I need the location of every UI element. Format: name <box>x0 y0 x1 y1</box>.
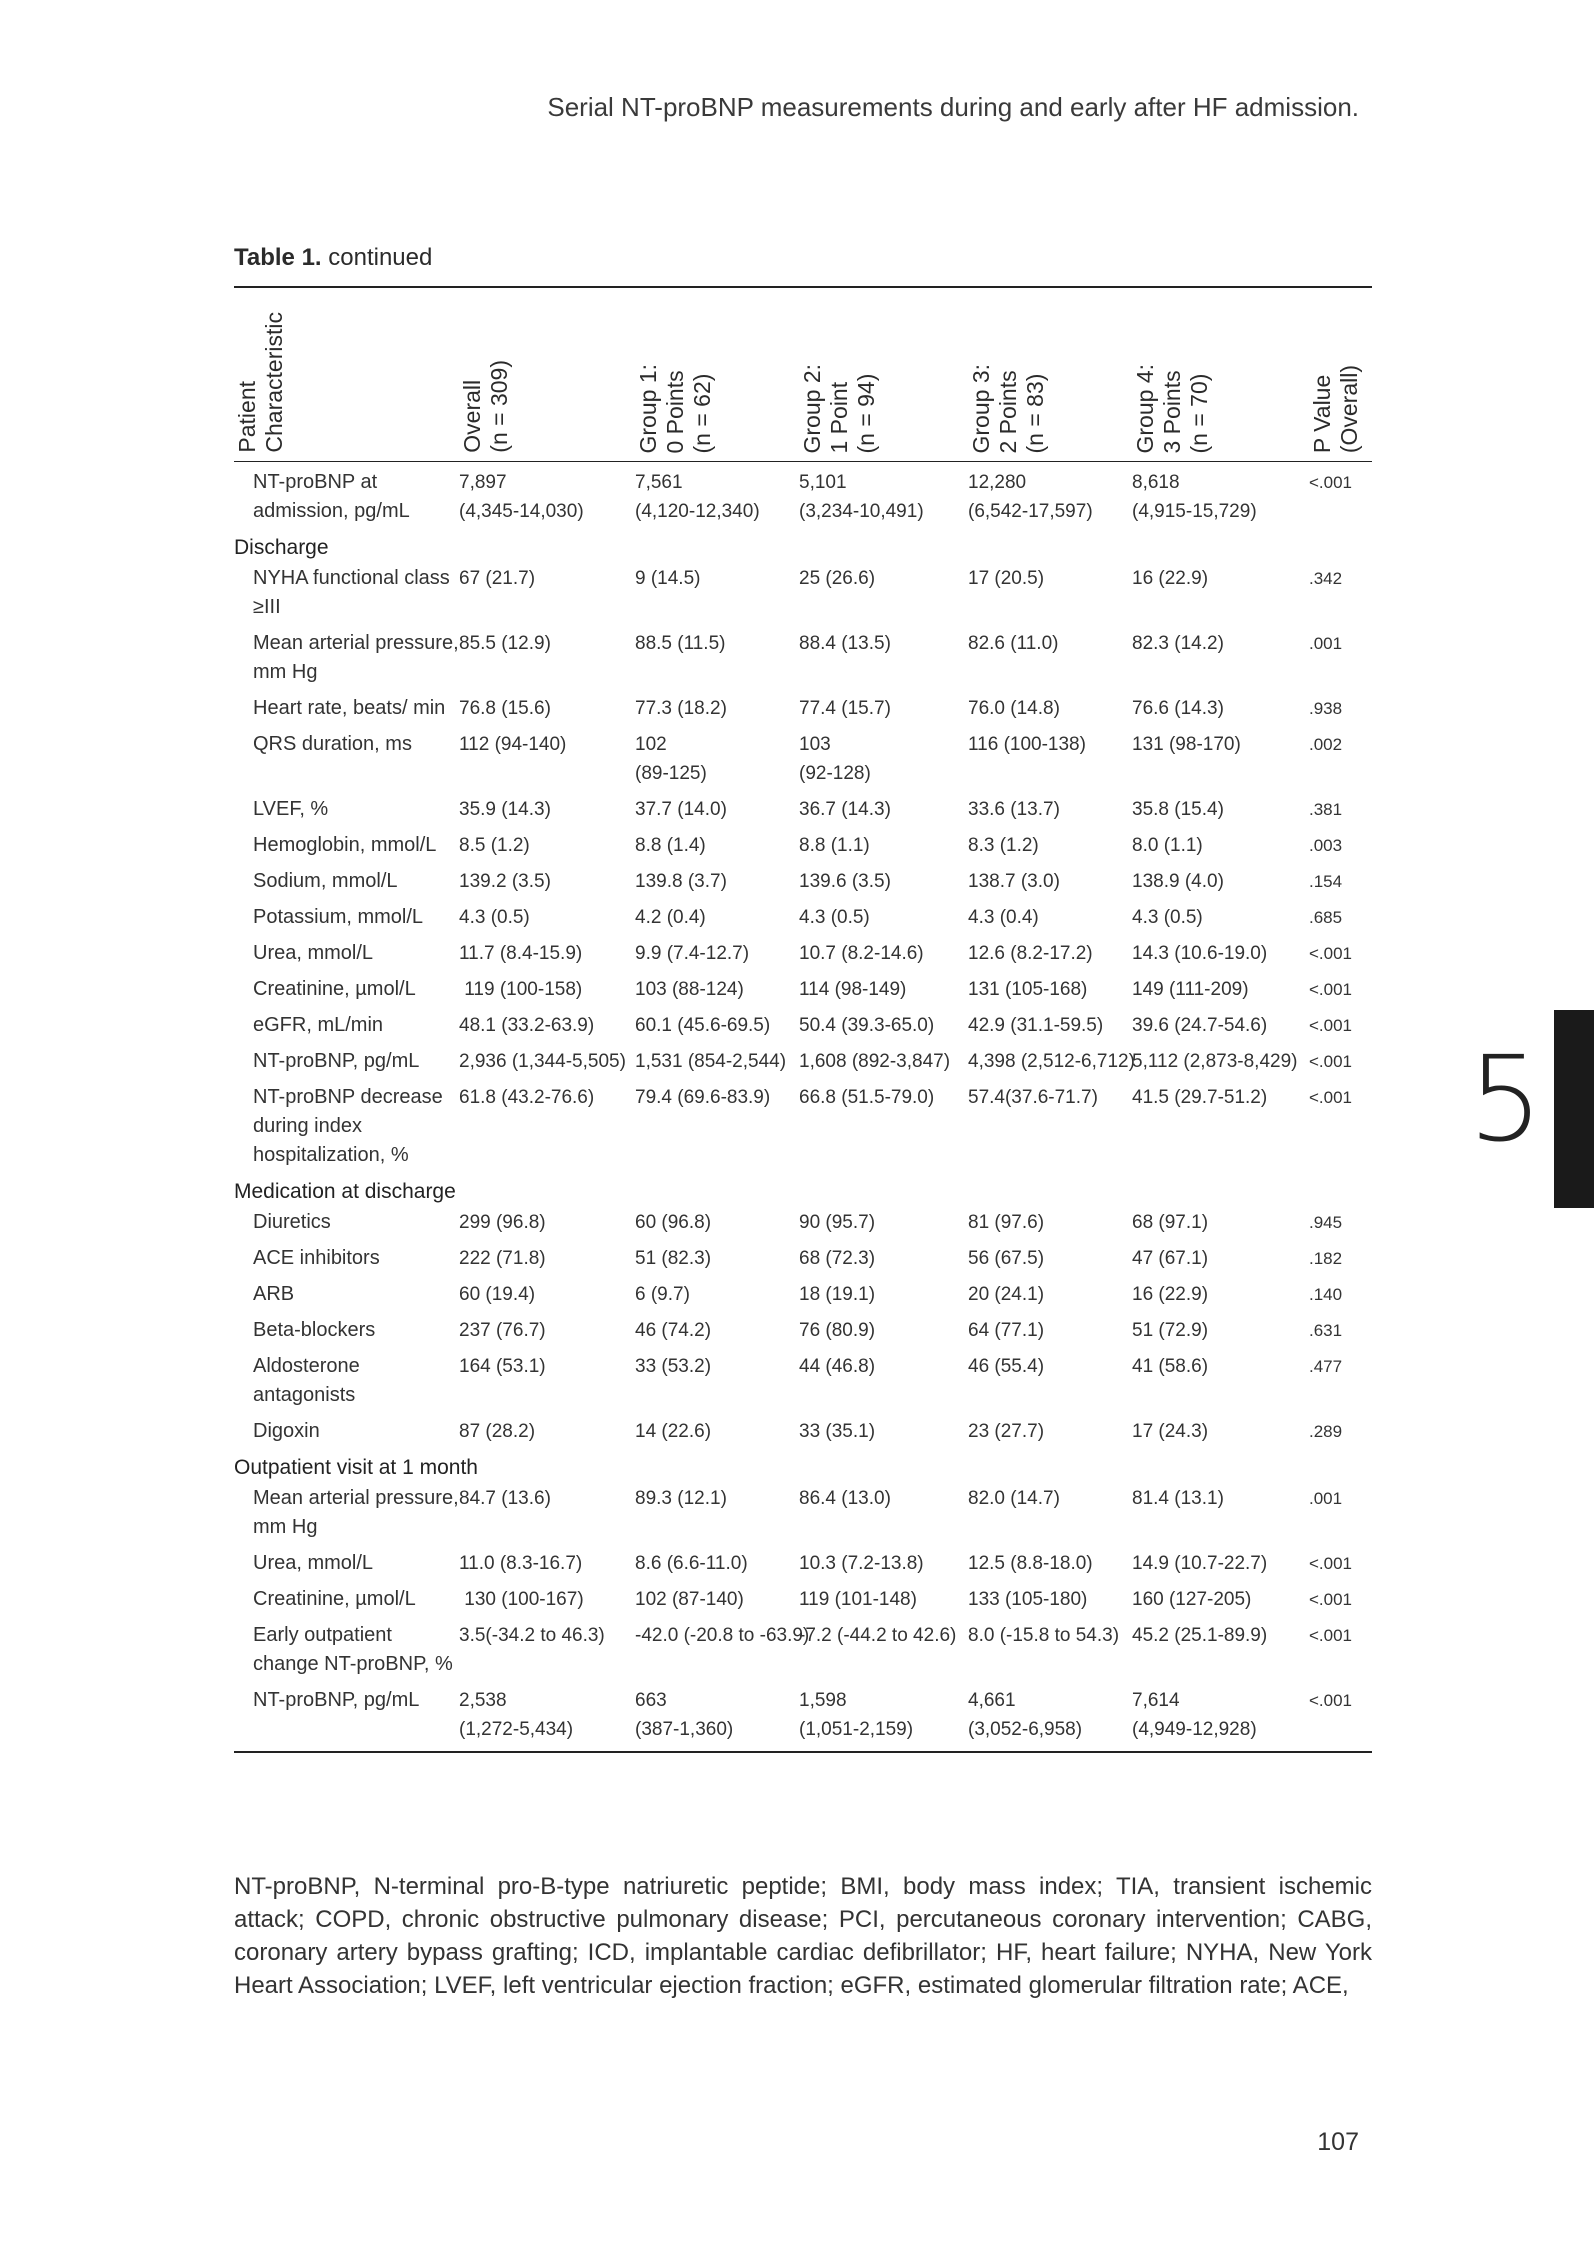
table-cell: 76.8 (15.6) <box>459 698 551 719</box>
table-cell: <.001 <box>1309 1554 1353 1573</box>
table-cell: <.001 <box>1309 1052 1353 1071</box>
table-cell: 51 (72.9) <box>1132 1320 1209 1341</box>
table-cell: 1,608 (892-3,847) <box>799 1051 951 1072</box>
table-cell: 33.6 (13.7) <box>968 799 1060 820</box>
table-cell: 663 (387-1,360) <box>635 1690 734 1740</box>
row-label: Potassium, mmol/L <box>253 906 424 928</box>
table-cell: 14.9 (10.7-22.7) <box>1132 1553 1268 1574</box>
table-cell: 130 (100-167) <box>459 1589 584 1610</box>
table-cell: 119 (101-148) <box>799 1589 917 1610</box>
table-cell: 139.8 (3.7) <box>635 871 727 892</box>
table-cell: 7,897 (4,345-14,030) <box>459 472 584 522</box>
row-label: Hemoglobin, mmol/L <box>253 834 437 856</box>
table-cell: 77.4 (15.7) <box>799 698 891 719</box>
table-cell: 102 (89-125) <box>635 734 707 784</box>
table-cell: 11.7 (8.4-15.9) <box>459 943 583 964</box>
table-header-row <box>234 288 1372 461</box>
table-cell: 8.3 (1.2) <box>968 835 1039 856</box>
table-caption-text: continued <box>321 244 433 271</box>
table-cell: 67 (21.7) <box>459 568 536 589</box>
row-label: NT-proBNP, pg/mL <box>253 1050 420 1072</box>
table-cell: 12.6 (8.2-17.2) <box>968 943 1093 964</box>
row-label: Early outpatient change NT-proBNP, % <box>253 1624 453 1675</box>
table-cell: .182 <box>1309 1249 1343 1268</box>
table-cell: 48.1 (33.2-63.9) <box>459 1015 595 1036</box>
row-label: ACE inhibitors <box>253 1247 380 1269</box>
table-cell: 2,538 (1,272-5,434) <box>459 1690 574 1740</box>
table-cell: 8.6 (6.6-11.0) <box>635 1553 748 1574</box>
table-cell: .002 <box>1309 735 1343 754</box>
row-label: NT-proBNP at admission, pg/mL <box>253 471 410 522</box>
table-cell: .685 <box>1309 908 1343 927</box>
table-cell: 20 (24.1) <box>968 1284 1045 1305</box>
table-cell: 7,561 (4,120-12,340) <box>635 472 760 522</box>
table-cell: .001 <box>1309 634 1343 653</box>
table-body <box>234 462 1372 1751</box>
table-cell: 35.8 (15.4) <box>1132 799 1224 820</box>
table-cell: 1,598 (1,051-2,159) <box>799 1690 914 1740</box>
table-cell: 33 (53.2) <box>635 1356 712 1377</box>
table-cell: 116 (100-138) <box>968 734 1086 755</box>
table-cell: 103 (92-128) <box>799 734 871 784</box>
table-cell: 8.5 (1.2) <box>459 835 530 856</box>
row-label: Beta-blockers <box>253 1319 376 1341</box>
table-cell: 10.7 (8.2-14.6) <box>799 943 924 964</box>
table-caption-label: Table 1. <box>234 244 322 271</box>
table-cell: 25 (26.6) <box>799 568 876 589</box>
table-cell: -42.0 (-20.8 to -63.9) <box>635 1625 810 1646</box>
table-cell: 88.4 (13.5) <box>799 633 891 654</box>
table-cell: 7,614 (4,949-12,928) <box>1132 1690 1257 1740</box>
table-cell: 8.8 (1.1) <box>799 835 870 856</box>
table-cell: 4.3 (0.5) <box>799 907 870 928</box>
table-cell: 64 (77.1) <box>968 1320 1045 1341</box>
section-header-row <box>234 1453 1372 1484</box>
running-header: Serial NT-proBNP measurements during and early after HF admission. <box>547 92 1359 122</box>
table-cell: 6 (9.7) <box>635 1284 690 1305</box>
column-header-group3: Group 3: 2 Points (n = 83) <box>968 363 1048 453</box>
table-cell: 89.3 (12.1) <box>635 1488 727 1509</box>
table-cell: 2,936 (1,344-5,505) <box>459 1051 626 1072</box>
table-cell: 9.9 (7.4-12.7) <box>635 943 750 964</box>
table-cell: 8.8 (1.4) <box>635 835 706 856</box>
table-row <box>234 1585 1372 1621</box>
table-row <box>234 1244 1372 1280</box>
table-cell: 131 (105-168) <box>968 979 1088 1000</box>
row-label: Creatinine, µmol/L <box>253 978 416 1000</box>
table-cell: 41.5 (29.7-51.2) <box>1132 1087 1268 1108</box>
table-cell: 81 (97.6) <box>968 1212 1045 1233</box>
table-cell: 39.6 (24.7-54.6) <box>1132 1015 1268 1036</box>
table-cell: 46 (74.2) <box>635 1320 712 1341</box>
table-cell: 131 (98-170) <box>1132 734 1241 755</box>
table-cell: 36.7 (14.3) <box>799 799 891 820</box>
row-label: LVEF, % <box>253 798 329 820</box>
table-cell: <.001 <box>1309 980 1353 999</box>
table-cell: .154 <box>1309 872 1343 891</box>
table-cell: 61.8 (43.2-76.6) <box>459 1087 595 1108</box>
section-label: Medication at discharge <box>234 1180 456 1203</box>
table-cell: 18 (19.1) <box>799 1284 876 1305</box>
row-label: Aldosterone antagonists <box>253 1355 360 1406</box>
chapter-number: 5 <box>1468 1030 1544 1168</box>
section-header-row <box>234 533 1372 564</box>
table-row <box>234 1417 1372 1453</box>
table-cell: 138.7 (3.0) <box>968 871 1060 892</box>
table-cell: <.001 <box>1309 1088 1353 1107</box>
table-cell: 138.9 (4.0) <box>1132 871 1224 892</box>
row-label: Diuretics <box>253 1211 331 1233</box>
table-cell: 164 (53.1) <box>459 1356 546 1377</box>
table-cell: 5,101 (3,234-10,491) <box>799 472 924 522</box>
table-cell: 4,398 (2,512-6,712) <box>968 1051 1135 1072</box>
table-cell: 4,661 (3,052-6,958) <box>968 1690 1083 1740</box>
row-label: Heart rate, beats/ min <box>253 697 446 719</box>
table-row <box>234 730 1372 795</box>
column-header-group4: Group 4: 3 Points (n = 70) <box>1132 363 1212 453</box>
column-header-group2: Group 2: 1 Point (n = 94) <box>799 363 879 453</box>
table-row <box>234 1352 1372 1417</box>
row-label: NT-proBNP decrease during index hospitalization, % <box>253 1086 443 1166</box>
table-row <box>234 939 1372 975</box>
table-cell: 84.7 (13.6) <box>459 1488 551 1509</box>
table-cell: 9 (14.5) <box>635 568 701 589</box>
table-cell: 10.3 (7.2-13.8) <box>799 1553 924 1574</box>
table-row <box>234 903 1372 939</box>
table-cell: 17 (20.5) <box>968 568 1045 589</box>
table-row <box>234 1083 1372 1177</box>
table-cell: 66.8 (51.5-79.0) <box>799 1087 935 1108</box>
table-cell: 60 (96.8) <box>635 1212 712 1233</box>
row-label: NYHA functional class ≥III <box>253 567 450 618</box>
table-row <box>234 1621 1372 1686</box>
table-cell: 16 (22.9) <box>1132 1284 1209 1305</box>
row-label: Mean arterial pressure, mm Hg <box>253 1487 459 1538</box>
table-row <box>234 1316 1372 1352</box>
table-bottom-rule <box>234 1751 1372 1753</box>
table-row <box>234 1208 1372 1244</box>
table-row <box>234 629 1372 694</box>
column-header-overall: Overall (n = 309) <box>459 360 512 453</box>
table-cell: .001 <box>1309 1489 1343 1508</box>
table-cell: 102 (87-140) <box>635 1589 744 1610</box>
table-cell: 133 (105-180) <box>968 1589 1088 1610</box>
row-label: NT-proBNP, pg/mL <box>253 1689 420 1711</box>
characteristics-table <box>234 286 1372 1753</box>
table-cell: 82.0 (14.7) <box>968 1488 1060 1509</box>
table-cell: 50.4 (39.3-65.0) <box>799 1015 935 1036</box>
table-footnote: NT-proBNP, N-terminal pro-B-type natriuretic peptide; BMI, body mass index; TIA, transient ischemic attack; COPD, chronic obstructive pulmonary disease; PCI, percutaneous coronary intervention; CABG, coronary artery bypass grafting; ICD, implantable cardiac defibrillator; HF, heart failure; NYHA, New York Heart Association; LVEF, left ventricular ejection fraction; eGFR, estimated glomerular filtration rate; ACE, <box>234 1873 1372 1999</box>
table-cell: 87 (28.2) <box>459 1421 536 1442</box>
table-cell: <.001 <box>1309 1016 1353 1035</box>
table-cell: .003 <box>1309 836 1343 855</box>
table-cell: 149 (111-209) <box>1132 979 1249 1000</box>
table-cell: <.001 <box>1309 944 1353 963</box>
column-header-characteristic: Patient Characteristic <box>234 312 287 453</box>
table-cell: 17 (24.3) <box>1132 1421 1209 1442</box>
row-label: eGFR, mL/min <box>253 1014 384 1036</box>
column-header-group1: Group 1: 0 Points (n = 62) <box>635 363 715 453</box>
table-cell: 114 (98-149) <box>799 979 907 1000</box>
table-row <box>234 694 1372 730</box>
table-cell: 37.7 (14.0) <box>635 799 727 820</box>
table-cell: 82.6 (11.0) <box>968 633 1059 654</box>
section-header-row <box>234 1177 1372 1208</box>
table-cell: 3.5(-34.2 to 46.3) <box>459 1625 605 1646</box>
table-cell: <.001 <box>1309 1626 1353 1645</box>
table-cell: <.001 <box>1309 1590 1353 1609</box>
table-cell: 47 (67.1) <box>1132 1248 1209 1269</box>
table-row <box>234 1011 1372 1047</box>
table-cell: .945 <box>1309 1213 1343 1232</box>
row-label: Sodium, mmol/L <box>253 870 398 892</box>
table-cell: 42.9 (31.1-59.5) <box>968 1015 1104 1036</box>
table-cell: .631 <box>1309 1321 1343 1340</box>
table-cell: 60.1 (45.6-69.5) <box>635 1015 771 1036</box>
table-cell: 160 (127-205) <box>1132 1589 1252 1610</box>
table-cell: 8,618 (4,915-15,729) <box>1132 472 1257 522</box>
table-cell: 56 (67.5) <box>968 1248 1045 1269</box>
table-row <box>234 1047 1372 1083</box>
table-row <box>234 564 1372 629</box>
table-cell: 44 (46.8) <box>799 1356 876 1377</box>
table-row <box>234 831 1372 867</box>
table-cell: .938 <box>1309 699 1343 718</box>
section-label: Outpatient visit at 1 month <box>234 1456 478 1479</box>
table-row <box>234 1549 1372 1585</box>
table-cell: 76 (80.9) <box>799 1320 876 1341</box>
table-cell: 103 (88-124) <box>635 979 744 1000</box>
table-cell: 14.3 (10.6-19.0) <box>1132 943 1268 964</box>
table-row <box>234 1484 1372 1549</box>
table-row <box>234 1686 1372 1751</box>
table-cell: 4.3 (0.5) <box>459 907 530 928</box>
table-cell: 79.4 (69.6-83.9) <box>635 1087 771 1108</box>
table-row <box>234 462 1372 533</box>
table-cell: 12.5 (8.8-18.0) <box>968 1553 1093 1574</box>
row-label: ARB <box>253 1283 295 1305</box>
table-cell: 5,112 (2,873-8,429) <box>1132 1051 1298 1072</box>
table-cell: .342 <box>1309 569 1343 588</box>
table-cell: 1,531 (854-2,544) <box>635 1051 787 1072</box>
table-cell: .289 <box>1309 1422 1343 1441</box>
row-label: Urea, mmol/L <box>253 1552 374 1574</box>
table-cell: 82.3 (14.2) <box>1132 633 1224 654</box>
table-cell: 23 (27.7) <box>968 1421 1045 1442</box>
row-label: Urea, mmol/L <box>253 942 374 964</box>
table-cell: .381 <box>1309 800 1343 819</box>
row-label: QRS duration, ms <box>253 733 412 755</box>
page-number: 107 <box>1317 2128 1359 2156</box>
table-row <box>234 867 1372 903</box>
table-cell: 11.0 (8.3-16.7) <box>459 1553 583 1574</box>
table-cell: 68 (97.1) <box>1132 1212 1209 1233</box>
table-cell: 76.0 (14.8) <box>968 698 1060 719</box>
row-label: Mean arterial pressure, mm Hg <box>253 632 459 683</box>
table-cell: <.001 <box>1309 473 1353 492</box>
table-cell: 68 (72.3) <box>799 1248 876 1269</box>
table-cell: 8.0 (-15.8 to 54.3) <box>968 1625 1120 1646</box>
table-cell: -7.2 (-44.2 to 42.6) <box>799 1625 957 1646</box>
table-cell: 86.4 (13.0) <box>799 1488 891 1509</box>
table-cell: 33 (35.1) <box>799 1421 876 1442</box>
column-header-pvalue: P Value (Overall) <box>1309 364 1362 453</box>
table-cell: 4.3 (0.4) <box>968 907 1039 928</box>
table-cell: 12,280 (6,542-17,597) <box>968 472 1093 522</box>
table-cell: 16 (22.9) <box>1132 568 1209 589</box>
table-caption <box>234 244 432 272</box>
table-cell: <.001 <box>1309 1691 1353 1710</box>
table-cell: 77.3 (18.2) <box>635 698 727 719</box>
table-cell: 60 (19.4) <box>459 1284 536 1305</box>
table-cell: 112 (94-140) <box>459 734 567 755</box>
table-cell: 4.2 (0.4) <box>635 907 706 928</box>
table-cell: 57.4(37.6-71.7) <box>968 1087 1098 1108</box>
table-cell: 4.3 (0.5) <box>1132 907 1203 928</box>
chapter-tab-marker <box>1554 1010 1594 1208</box>
table-row <box>234 795 1372 831</box>
table-cell: 139.6 (3.5) <box>799 871 891 892</box>
table-cell: 35.9 (14.3) <box>459 799 551 820</box>
row-label: Creatinine, µmol/L <box>253 1588 416 1610</box>
table-cell: 90 (95.7) <box>799 1212 876 1233</box>
section-label: Discharge <box>234 536 329 559</box>
table-cell: 81.4 (13.1) <box>1132 1488 1224 1509</box>
table-cell: 85.5 (12.9) <box>459 633 551 654</box>
table-cell: 119 (100-158) <box>459 979 583 1000</box>
table-cell: 222 (71.8) <box>459 1248 546 1269</box>
table-cell: 46 (55.4) <box>968 1356 1045 1377</box>
table-cell: 139.2 (3.5) <box>459 871 551 892</box>
row-label: Digoxin <box>253 1420 320 1442</box>
table-row <box>234 975 1372 1011</box>
table-cell: .477 <box>1309 1357 1343 1376</box>
table-cell: 45.2 (25.1-89.9) <box>1132 1625 1268 1646</box>
table-cell: 14 (22.6) <box>635 1421 712 1442</box>
table-cell: 237 (76.7) <box>459 1320 546 1341</box>
table-cell: 51 (82.3) <box>635 1248 712 1269</box>
table-cell: 41 (58.6) <box>1132 1356 1209 1377</box>
table-cell: 299 (96.8) <box>459 1212 546 1233</box>
table-cell: .140 <box>1309 1285 1343 1304</box>
table-cell: 88.5 (11.5) <box>635 633 726 654</box>
table-cell: 76.6 (14.3) <box>1132 698 1224 719</box>
table-cell: 8.0 (1.1) <box>1132 835 1203 856</box>
table-row <box>234 1280 1372 1316</box>
